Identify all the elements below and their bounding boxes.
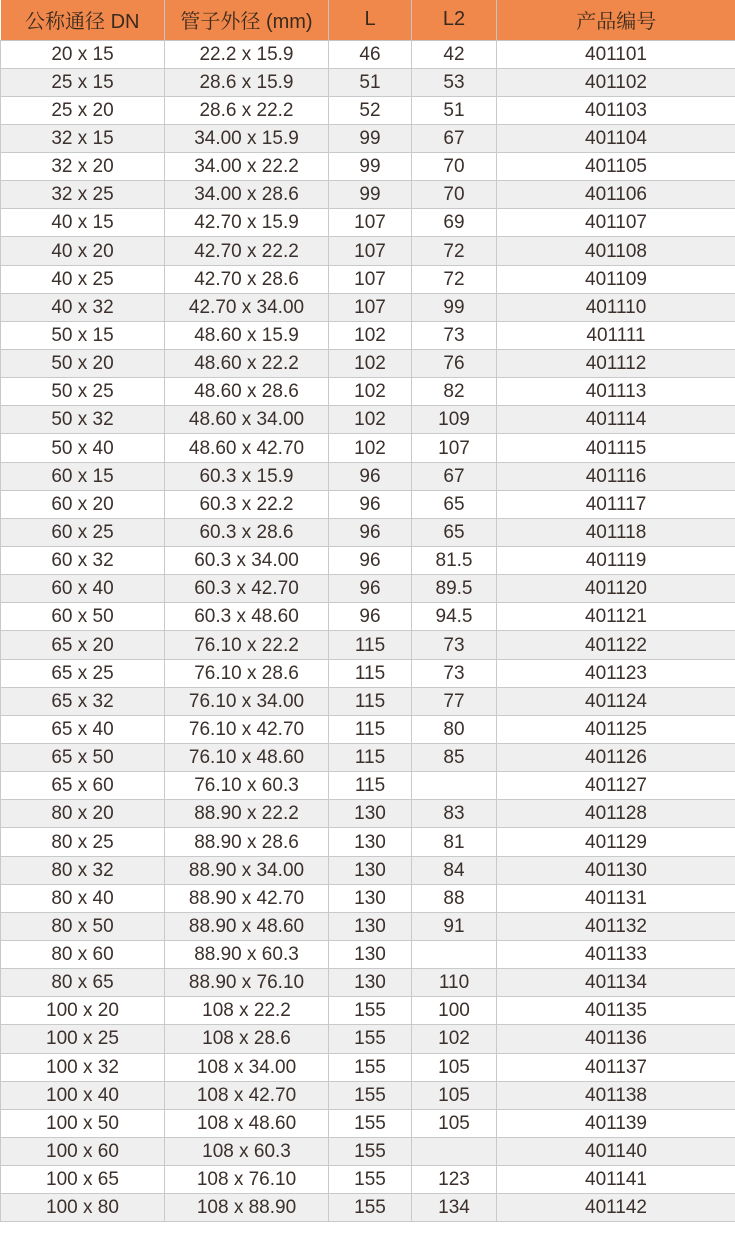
cell-product-code: 401125 [497,715,735,743]
cell-pipe-outer-diameter: 108 x 60.3 [165,1137,329,1165]
table-body [1,40,735,1222]
cell-l2: 100 [412,997,497,1025]
cell-l: 52 [329,96,412,124]
table-row [1,378,735,406]
cell-l: 130 [329,828,412,856]
cell-dn: 40 x 20 [1,237,165,265]
cell-product-code: 401141 [497,1166,735,1194]
table-row [1,490,735,518]
cell-product-code: 401112 [497,350,735,378]
cell-dn: 65 x 40 [1,715,165,743]
cell-pipe-outer-diameter: 22.2 x 15.9 [165,40,329,68]
cell-l2: 69 [412,209,497,237]
cell-l: 155 [329,1053,412,1081]
cell-l2: 76 [412,350,497,378]
cell-dn: 65 x 50 [1,744,165,772]
cell-product-code: 401105 [497,153,735,181]
cell-l2 [412,772,497,800]
cell-dn: 60 x 50 [1,603,165,631]
cell-pipe-outer-diameter: 76.10 x 42.70 [165,715,329,743]
cell-l: 115 [329,659,412,687]
cell-pipe-outer-diameter: 60.3 x 34.00 [165,547,329,575]
cell-l2: 73 [412,631,497,659]
cell-l2: 81.5 [412,547,497,575]
cell-l2: 80 [412,715,497,743]
cell-l: 102 [329,406,412,434]
cell-dn: 32 x 20 [1,153,165,181]
cell-l2: 85 [412,744,497,772]
cell-dn: 80 x 50 [1,912,165,940]
table-row [1,631,735,659]
table-row [1,237,735,265]
cell-product-code: 401110 [497,293,735,321]
cell-product-code: 401135 [497,997,735,1025]
cell-l: 155 [329,1025,412,1053]
cell-pipe-outer-diameter: 88.90 x 76.10 [165,969,329,997]
cell-pipe-outer-diameter: 34.00 x 15.9 [165,124,329,152]
table-row [1,96,735,124]
cell-l2: 82 [412,378,497,406]
table-row [1,1166,735,1194]
cell-product-code: 401114 [497,406,735,434]
cell-dn: 80 x 65 [1,969,165,997]
cell-pipe-outer-diameter: 60.3 x 28.6 [165,518,329,546]
table-row [1,153,735,181]
cell-l2: 67 [412,124,497,152]
cell-pipe-outer-diameter: 60.3 x 42.70 [165,575,329,603]
table-row [1,800,735,828]
cell-pipe-outer-diameter: 34.00 x 22.2 [165,153,329,181]
cell-l2: 91 [412,912,497,940]
table-row [1,1053,735,1081]
cell-l: 130 [329,800,412,828]
cell-product-code: 401134 [497,969,735,997]
cell-pipe-outer-diameter: 108 x 28.6 [165,1025,329,1053]
cell-dn: 32 x 15 [1,124,165,152]
cell-pipe-outer-diameter: 108 x 34.00 [165,1053,329,1081]
cell-product-code: 401130 [497,856,735,884]
cell-dn: 60 x 15 [1,462,165,490]
table-row [1,40,735,68]
column-header-l2: L2 [412,0,497,40]
cell-product-code: 401121 [497,603,735,631]
cell-l: 96 [329,518,412,546]
cell-product-code: 401132 [497,912,735,940]
cell-product-code: 401139 [497,1109,735,1137]
cell-product-code: 401101 [497,40,735,68]
cell-pipe-outer-diameter: 42.70 x 28.6 [165,265,329,293]
table-row [1,687,735,715]
cell-dn: 100 x 50 [1,1109,165,1137]
cell-product-code: 401116 [497,462,735,490]
cell-l: 130 [329,884,412,912]
cell-l2: 73 [412,659,497,687]
cell-l2: 109 [412,406,497,434]
cell-l: 102 [329,321,412,349]
cell-l2: 107 [412,434,497,462]
cell-product-code: 401108 [497,237,735,265]
table-row [1,181,735,209]
cell-l2: 89.5 [412,575,497,603]
cell-l: 102 [329,350,412,378]
cell-product-code: 401140 [497,1137,735,1165]
cell-dn: 100 x 20 [1,997,165,1025]
cell-l: 130 [329,912,412,940]
cell-pipe-outer-diameter: 108 x 42.70 [165,1081,329,1109]
cell-l: 99 [329,153,412,181]
cell-product-code: 401115 [497,434,735,462]
cell-pipe-outer-diameter: 88.90 x 22.2 [165,800,329,828]
cell-dn: 50 x 15 [1,321,165,349]
table-row [1,547,735,575]
table-row [1,715,735,743]
cell-pipe-outer-diameter: 76.10 x 48.60 [165,744,329,772]
cell-l2: 81 [412,828,497,856]
cell-l: 99 [329,124,412,152]
cell-product-code: 401122 [497,631,735,659]
cell-l2: 123 [412,1166,497,1194]
cell-dn: 65 x 25 [1,659,165,687]
column-header-dn: 公称通径 DN [1,0,165,40]
cell-pipe-outer-diameter: 48.60 x 22.2 [165,350,329,378]
cell-product-code: 401107 [497,209,735,237]
cell-dn: 100 x 40 [1,1081,165,1109]
table-row [1,1109,735,1137]
cell-l: 130 [329,856,412,884]
cell-l: 130 [329,969,412,997]
cell-l: 96 [329,603,412,631]
column-header-product-code: 产品编号 [497,0,735,40]
header-row [1,0,735,40]
cell-pipe-outer-diameter: 60.3 x 48.60 [165,603,329,631]
cell-l: 96 [329,547,412,575]
cell-l: 130 [329,941,412,969]
table-row [1,321,735,349]
cell-l2 [412,941,497,969]
cell-l: 155 [329,1166,412,1194]
cell-l2: 53 [412,68,497,96]
cell-l2: 72 [412,265,497,293]
cell-dn: 32 x 25 [1,181,165,209]
cell-pipe-outer-diameter: 76.10 x 60.3 [165,772,329,800]
cell-dn: 100 x 60 [1,1137,165,1165]
cell-pipe-outer-diameter: 108 x 48.60 [165,1109,329,1137]
cell-l2: 42 [412,40,497,68]
cell-product-code: 401126 [497,744,735,772]
cell-dn: 100 x 80 [1,1194,165,1222]
cell-pipe-outer-diameter: 88.90 x 48.60 [165,912,329,940]
cell-l: 102 [329,378,412,406]
cell-l: 107 [329,209,412,237]
cell-product-code: 401136 [497,1025,735,1053]
table-row [1,969,735,997]
cell-product-code: 401103 [497,96,735,124]
cell-l2 [412,1137,497,1165]
cell-l: 115 [329,772,412,800]
cell-product-code: 401117 [497,490,735,518]
cell-l: 155 [329,1081,412,1109]
table-row [1,884,735,912]
cell-dn: 80 x 25 [1,828,165,856]
cell-dn: 100 x 65 [1,1166,165,1194]
table-row [1,265,735,293]
cell-l2: 110 [412,969,497,997]
cell-dn: 80 x 32 [1,856,165,884]
cell-product-code: 401128 [497,800,735,828]
cell-product-code: 401111 [497,321,735,349]
table-row [1,406,735,434]
cell-pipe-outer-diameter: 28.6 x 22.2 [165,96,329,124]
cell-pipe-outer-diameter: 48.60 x 28.6 [165,378,329,406]
cell-dn: 50 x 20 [1,350,165,378]
cell-pipe-outer-diameter: 42.70 x 22.2 [165,237,329,265]
cell-product-code: 401102 [497,68,735,96]
cell-dn: 100 x 32 [1,1053,165,1081]
cell-dn: 80 x 20 [1,800,165,828]
cell-l2: 105 [412,1081,497,1109]
cell-pipe-outer-diameter: 76.10 x 28.6 [165,659,329,687]
cell-pipe-outer-diameter: 88.90 x 28.6 [165,828,329,856]
table-row [1,772,735,800]
cell-pipe-outer-diameter: 88.90 x 34.00 [165,856,329,884]
cell-product-code: 401120 [497,575,735,603]
cell-l: 99 [329,181,412,209]
table-row [1,209,735,237]
cell-l2: 77 [412,687,497,715]
cell-l2: 51 [412,96,497,124]
cell-dn: 40 x 32 [1,293,165,321]
cell-dn: 60 x 20 [1,490,165,518]
cell-pipe-outer-diameter: 42.70 x 15.9 [165,209,329,237]
cell-pipe-outer-diameter: 60.3 x 22.2 [165,490,329,518]
cell-dn: 50 x 40 [1,434,165,462]
cell-l: 107 [329,293,412,321]
cell-pipe-outer-diameter: 108 x 88.90 [165,1194,329,1222]
cell-product-code: 401113 [497,378,735,406]
cell-product-code: 401106 [497,181,735,209]
table-row [1,659,735,687]
cell-product-code: 401123 [497,659,735,687]
cell-product-code: 401137 [497,1053,735,1081]
cell-l2: 67 [412,462,497,490]
table-row [1,828,735,856]
cell-product-code: 401119 [497,547,735,575]
column-header-l: L [329,0,412,40]
column-header-pipe-outer-diameter: 管子外径 (mm) [165,0,329,40]
cell-product-code: 401142 [497,1194,735,1222]
table-row [1,1025,735,1053]
cell-l: 102 [329,434,412,462]
table-row [1,1137,735,1165]
cell-dn: 65 x 60 [1,772,165,800]
cell-dn: 50 x 32 [1,406,165,434]
cell-l2: 99 [412,293,497,321]
cell-product-code: 401127 [497,772,735,800]
table-row [1,518,735,546]
cell-pipe-outer-diameter: 28.6 x 15.9 [165,68,329,96]
table-row [1,912,735,940]
cell-l: 155 [329,1109,412,1137]
cell-l2: 102 [412,1025,497,1053]
cell-l2: 105 [412,1053,497,1081]
cell-l: 51 [329,68,412,96]
cell-dn: 80 x 60 [1,941,165,969]
cell-l: 115 [329,687,412,715]
cell-l: 96 [329,462,412,490]
cell-l: 115 [329,744,412,772]
cell-product-code: 401109 [497,265,735,293]
cell-pipe-outer-diameter: 76.10 x 22.2 [165,631,329,659]
cell-l: 155 [329,1137,412,1165]
cell-pipe-outer-diameter: 108 x 22.2 [165,997,329,1025]
table-row [1,124,735,152]
cell-pipe-outer-diameter: 88.90 x 42.70 [165,884,329,912]
cell-dn: 80 x 40 [1,884,165,912]
table-row [1,434,735,462]
cell-l: 96 [329,575,412,603]
cell-product-code: 401124 [497,687,735,715]
cell-dn: 25 x 15 [1,68,165,96]
table-row [1,350,735,378]
cell-pipe-outer-diameter: 34.00 x 28.6 [165,181,329,209]
cell-l2: 65 [412,490,497,518]
table-row [1,997,735,1025]
cell-dn: 65 x 32 [1,687,165,715]
cell-pipe-outer-diameter: 76.10 x 34.00 [165,687,329,715]
cell-l2: 70 [412,153,497,181]
cell-l: 46 [329,40,412,68]
cell-l2: 88 [412,884,497,912]
cell-l: 96 [329,490,412,518]
cell-product-code: 401133 [497,941,735,969]
cell-product-code: 401104 [497,124,735,152]
cell-product-code: 401129 [497,828,735,856]
cell-l2: 72 [412,237,497,265]
cell-dn: 100 x 25 [1,1025,165,1053]
cell-l: 155 [329,997,412,1025]
cell-product-code: 401138 [497,1081,735,1109]
cell-l: 155 [329,1194,412,1222]
table-row [1,603,735,631]
cell-l2: 94.5 [412,603,497,631]
cell-dn: 50 x 25 [1,378,165,406]
cell-l2: 83 [412,800,497,828]
cell-pipe-outer-diameter: 48.60 x 34.00 [165,406,329,434]
cell-dn: 60 x 40 [1,575,165,603]
cell-pipe-outer-diameter: 60.3 x 15.9 [165,462,329,490]
cell-pipe-outer-diameter: 42.70 x 34.00 [165,293,329,321]
cell-product-code: 401131 [497,884,735,912]
table-row [1,293,735,321]
table-row [1,575,735,603]
table-row [1,462,735,490]
cell-l: 107 [329,237,412,265]
cell-pipe-outer-diameter: 48.60 x 15.9 [165,321,329,349]
table-row [1,68,735,96]
table-row [1,941,735,969]
cell-l2: 105 [412,1109,497,1137]
table-row [1,1194,735,1222]
table-row [1,1081,735,1109]
cell-product-code: 401118 [497,518,735,546]
cell-l: 107 [329,265,412,293]
cell-dn: 25 x 20 [1,96,165,124]
table-row [1,856,735,884]
cell-pipe-outer-diameter: 48.60 x 42.70 [165,434,329,462]
cell-l2: 73 [412,321,497,349]
cell-dn: 65 x 20 [1,631,165,659]
cell-l2: 65 [412,518,497,546]
cell-dn: 20 x 15 [1,40,165,68]
cell-dn: 60 x 25 [1,518,165,546]
cell-pipe-outer-diameter: 108 x 76.10 [165,1166,329,1194]
cell-pipe-outer-diameter: 88.90 x 60.3 [165,941,329,969]
table-row [1,744,735,772]
cell-l2: 84 [412,856,497,884]
cell-l: 115 [329,631,412,659]
cell-dn: 40 x 25 [1,265,165,293]
cell-l2: 134 [412,1194,497,1222]
cell-l: 115 [329,715,412,743]
cell-dn: 60 x 32 [1,547,165,575]
cell-l2: 70 [412,181,497,209]
cell-dn: 40 x 15 [1,209,165,237]
